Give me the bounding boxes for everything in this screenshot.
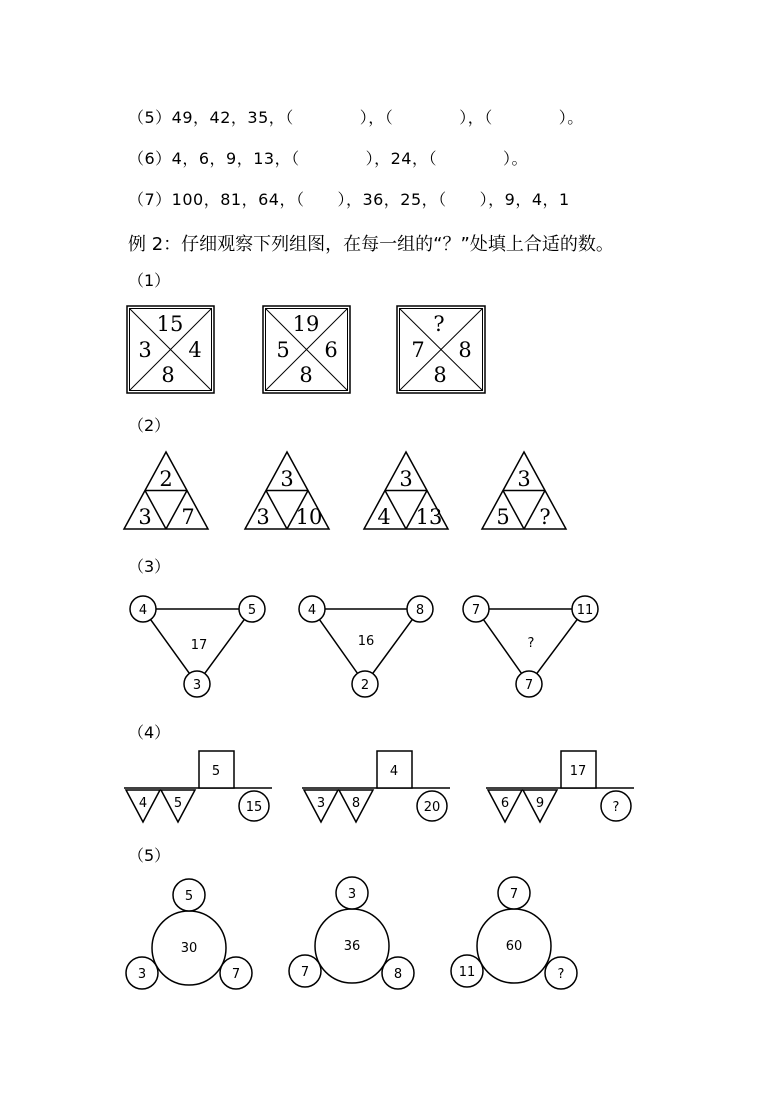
scale-triangle-1-number: 6 — [500, 796, 510, 811]
problem-label-5: （5） — [128, 846, 171, 865]
cluster-top-number: 5 — [184, 889, 194, 904]
pyramid-left-number: 5 — [496, 505, 510, 529]
cluster-top-number: 7 — [509, 887, 519, 902]
circle-cluster-2 — [289, 877, 414, 989]
scale-triangle-2-number: 5 — [173, 796, 183, 811]
square-left-number: 5 — [276, 338, 290, 362]
cluster-center-number: 36 — [343, 939, 361, 954]
circle-left-number: 4 — [307, 603, 317, 618]
scale-circle-number: ? — [612, 800, 620, 815]
scale-triangle-2-number: 8 — [351, 796, 361, 811]
cluster-center-number: 60 — [505, 939, 523, 954]
square-left-number: 7 — [411, 338, 425, 362]
square-figure-1 — [127, 306, 214, 393]
pyramid-left-number: 3 — [138, 505, 152, 529]
square-top-number: 19 — [292, 312, 320, 336]
scale-box-number: 4 — [389, 764, 399, 779]
circle-left-number: 4 — [138, 603, 148, 618]
scale-triangle-1-number: 4 — [138, 796, 148, 811]
cluster-left-number: 7 — [300, 965, 310, 980]
sequence-line-5: （5）49，42，35，（ ），（ ），（ ）。 — [128, 108, 584, 127]
pyramid-left-number: 4 — [377, 505, 391, 529]
circle-triangle-figure-2 — [299, 596, 433, 697]
square-figure-3 — [397, 306, 485, 393]
square-bottom-number: 8 — [299, 363, 313, 387]
problem-label-4: （4） — [128, 723, 171, 742]
pyramid-top-number: 2 — [159, 467, 173, 491]
scale-box-number: 5 — [211, 764, 221, 779]
cluster-left-number: 3 — [137, 967, 147, 982]
circle-triangle-figure-3 — [463, 596, 598, 697]
pyramid-figure-3 — [364, 452, 448, 529]
triangle-center-number: 17 — [190, 638, 208, 653]
scale-circle-number: 15 — [245, 800, 263, 815]
problem-label-1: （1） — [128, 271, 171, 290]
cluster-center-number: 30 — [180, 941, 198, 956]
pyramid-top-number: 3 — [280, 467, 294, 491]
circle-left-number: 7 — [471, 603, 481, 618]
cluster-right-number: ? — [557, 967, 565, 982]
scale-circle-number: 20 — [423, 800, 441, 815]
sequence-line-7: （7）100，81，64，（ ），36，25，（ ），9，4，1 — [128, 190, 570, 209]
scale-triangle-2-number: 9 — [535, 796, 545, 811]
circle-right-number: 8 — [415, 603, 425, 618]
pyramid-right-number: 7 — [181, 505, 195, 529]
cluster-left-number: 11 — [458, 965, 476, 980]
scale-figure-3 — [486, 751, 634, 822]
cluster-right-number: 8 — [393, 967, 403, 982]
problem-label-3: （3） — [128, 557, 171, 576]
problem-label-2: （2） — [128, 416, 171, 435]
circle-bottom-number: 7 — [524, 678, 534, 693]
pyramid-top-number: 3 — [517, 467, 531, 491]
pyramid-right-number: 13 — [415, 505, 443, 529]
scale-box-number: 17 — [569, 764, 587, 779]
square-bottom-number: 8 — [433, 363, 447, 387]
scale-triangle-1-number: 3 — [316, 796, 326, 811]
circle-bottom-number: 3 — [192, 678, 202, 693]
square-top-number: ? — [433, 312, 445, 336]
cluster-right-number: 7 — [231, 967, 241, 982]
circle-bottom-number: 2 — [360, 678, 370, 693]
circle-cluster-3 — [451, 877, 577, 989]
pyramid-right-number: 10 — [295, 505, 323, 529]
square-bottom-number: 8 — [161, 363, 175, 387]
circle-right-number: 5 — [247, 603, 257, 618]
pyramid-top-number: 3 — [399, 467, 413, 491]
square-right-number: 8 — [458, 338, 472, 362]
pyramid-figure-2 — [245, 452, 329, 529]
circle-right-number: 11 — [576, 603, 594, 618]
cluster-top-number: 3 — [347, 887, 357, 902]
square-right-number: 4 — [188, 338, 202, 362]
square-top-number: 15 — [156, 312, 184, 336]
scale-figure-2 — [302, 751, 450, 822]
pyramid-left-number: 3 — [256, 505, 270, 529]
example-heading: 例 2：仔细观察下列组图，在每一组的“？”处填上合适的数。 — [128, 234, 614, 255]
pyramid-figure-4 — [482, 452, 566, 529]
triangle-center-number: 16 — [357, 634, 375, 649]
circle-triangle-figure-1 — [130, 596, 265, 697]
triangle-center-number: ? — [527, 636, 535, 651]
square-right-number: 6 — [324, 338, 338, 362]
square-left-number: 3 — [138, 338, 152, 362]
square-figure-2 — [263, 306, 350, 393]
scale-figure-1 — [124, 751, 272, 822]
pyramid-figure-1 — [124, 452, 208, 529]
sequence-line-6: （6）4，6，9，13，（ ），24，（ ）。 — [128, 149, 528, 168]
circle-cluster-1 — [126, 879, 252, 989]
pyramid-right-number: ? — [539, 505, 551, 529]
